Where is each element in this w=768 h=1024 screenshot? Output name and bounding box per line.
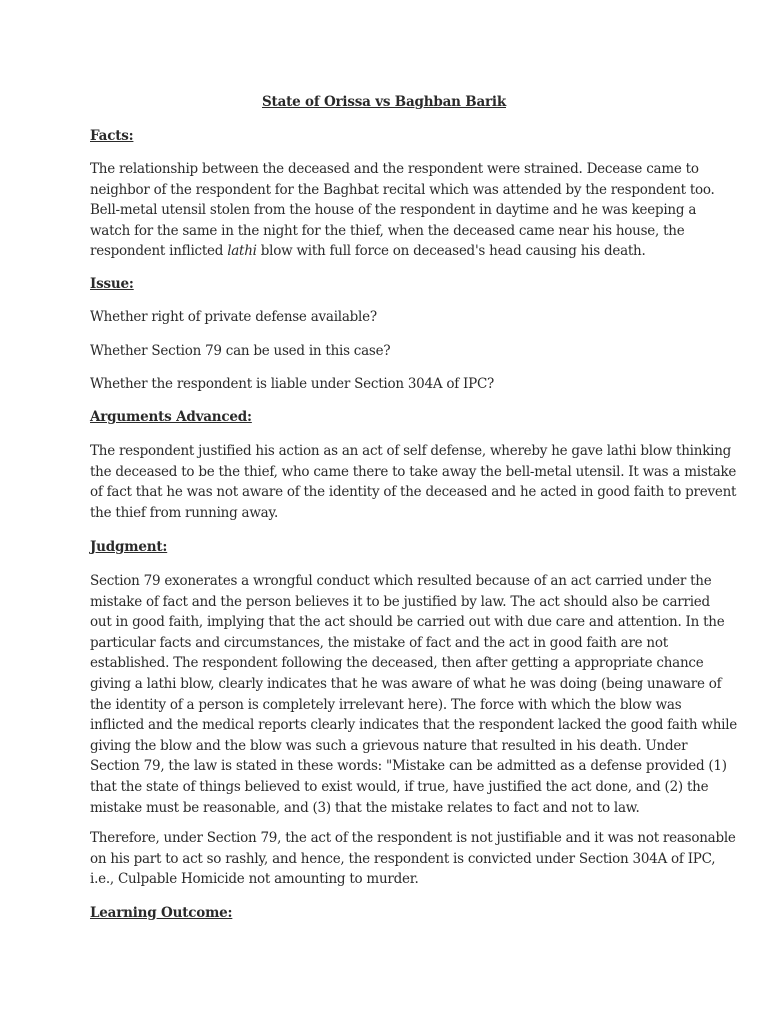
arguments-line: the deceased to be the thief, who came there to take away the bell-metal utensil. It was a mistake xyxy=(90,463,737,480)
judgment-line: giving a lathi blow, clearly indicates that he was aware of what he was doing (being unaware of xyxy=(90,675,722,692)
facts-text-after-italic: blow with full force on deceased's head causing his death. xyxy=(256,243,646,260)
judgment-paragraph-2 xyxy=(90,828,736,890)
issue-question: Whether Section 79 can be used in this case? xyxy=(90,343,391,359)
facts-italic-term: lathi xyxy=(227,243,257,260)
arguments-line: the thief from running away. xyxy=(90,504,279,521)
judgment-line: established. The respondent following the deceased, then after getting a appropriate chance xyxy=(90,655,704,672)
judgment-paragraph-1 xyxy=(90,571,738,818)
issue-question: Whether right of private defense available? xyxy=(90,309,377,325)
judgment-line: Section 79 exonerates a wrongful conduct which resulted because of an act carried under the xyxy=(90,573,712,589)
judgment-line: particular facts and circumstances, the mistake of fact and the act in good faith are not xyxy=(90,634,668,651)
arguments-line: The respondent justified his action as an act of self defense, whereby he gave lathi blow thinking xyxy=(90,443,732,459)
facts-text-before-italic: respondent inflicted xyxy=(90,243,228,260)
arguments-line: of fact that he was not aware of the identity of the deceased and he acted in good faith to prevent xyxy=(90,484,737,501)
judgment-line: i.e., Culpable Homicide not amounting to murder. xyxy=(90,871,419,888)
facts-heading: Facts: xyxy=(90,128,134,144)
facts-line: Bell-metal utensil stolen from the house of the respondent in daytime and he was keeping a xyxy=(90,202,697,219)
judgment-line: on his part to act so rashly, and hence, the respondent is convicted under Section 304A of IPC, xyxy=(90,850,716,867)
judgment-line: Section 79, the law is stated in these words: "Mistake can be admitted as a defense provided (1) xyxy=(90,758,727,775)
judgment-line: Therefore, under Section 79, the act of the respondent is not justifiable and it was not reasonable xyxy=(90,830,736,846)
judgment-line: mistake of fact and the person believes it to be justified by law. The act should also be carried xyxy=(90,593,710,610)
facts-paragraph xyxy=(90,159,715,262)
arguments-paragraph xyxy=(90,441,737,523)
facts-line-last xyxy=(90,241,676,262)
document-title: State of Orissa vs Baghban Barik xyxy=(261,94,507,110)
judgment-line: out in good faith, implying that the act should be carried out with due care and attention. In the xyxy=(90,614,725,631)
judgment-line: that the state of things believed to exist would, if true, have justified the act done, and (2) the xyxy=(90,778,709,795)
issue-heading: Issue: xyxy=(90,276,134,292)
judgment-line: giving the blow and the blow was such a grievous nature that resulted in his death. Under xyxy=(90,737,688,754)
issue-question: Whether the respondent is liable under Section 304A of IPC? xyxy=(90,376,495,392)
judgment-line: the identity of a person is completely irrelevant here). The force with which the blow was xyxy=(90,696,682,713)
judgment-line: inflicted and the medical reports clearly indicates that the respondent lacked the good faith while xyxy=(90,717,738,734)
judgment-line: mistake must be reasonable, and (3) that the mistake relates to fact and not to law. xyxy=(90,799,640,816)
arguments-heading: Arguments Advanced: xyxy=(90,409,252,425)
facts-line: The relationship between the deceased and the respondent were strained. Decease came to xyxy=(90,161,699,177)
learning-outcome-heading: Learning Outcome: xyxy=(90,905,233,921)
facts-line: neighbor of the respondent for the Baghbat recital which was attended by the respondent too. xyxy=(90,181,715,198)
facts-line: watch for the same in the night for the thief, when the deceased came near his house, the xyxy=(90,222,685,239)
judgment-heading: Judgment: xyxy=(90,539,168,555)
